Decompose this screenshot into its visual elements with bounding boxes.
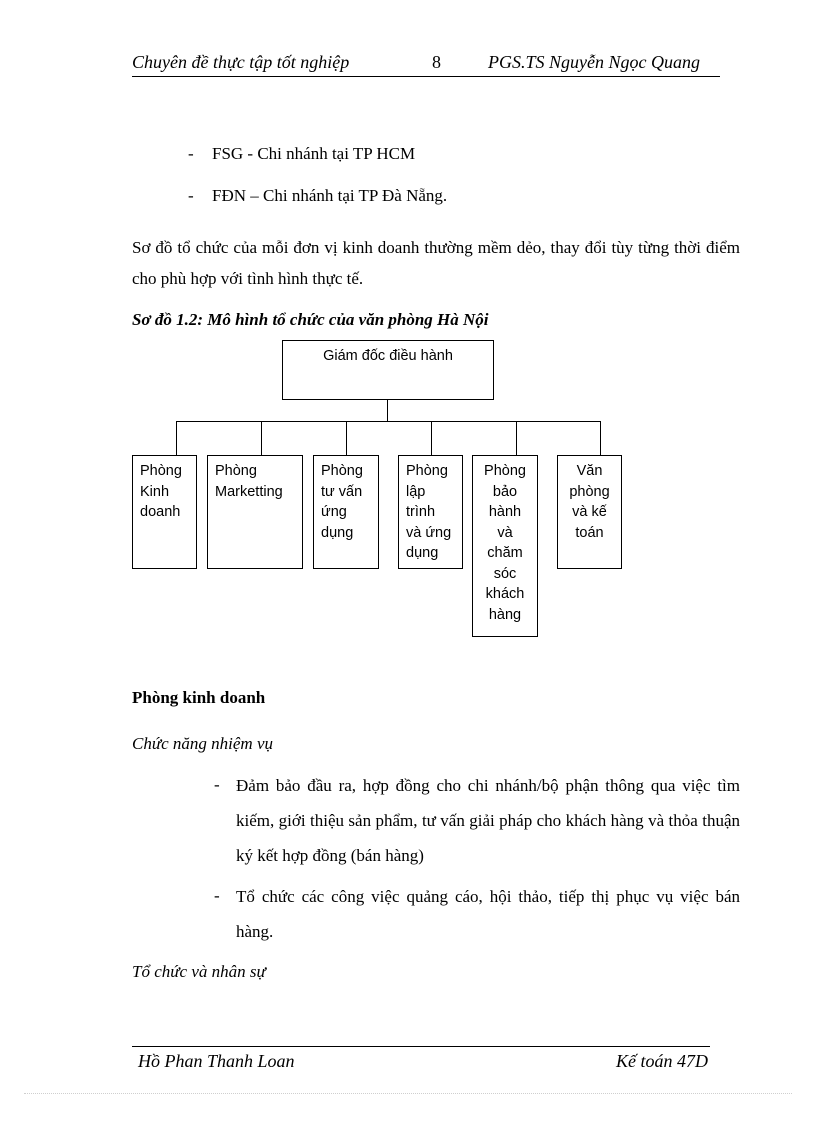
connector-line — [387, 400, 388, 422]
footer-class: Kế toán 47D — [616, 1051, 708, 1071]
connector-line — [516, 421, 517, 456]
page-header — [132, 52, 720, 77]
branch-item: - FSG - Chi nhánh tại TP HCM — [188, 144, 416, 163]
header-supervisor: PGS.TS Nguyễn Ngọc Quang — [488, 52, 700, 72]
page-footer — [132, 1046, 710, 1075]
page-number: 8 — [432, 52, 441, 72]
dept-box-tu-van: Phòng tư vấn ứng dụng — [313, 455, 379, 569]
page-break-line — [24, 1093, 792, 1094]
dept-box-bao-hanh: Phòng bảo hành và chăm sóc khách hàng — [472, 455, 538, 637]
connector-line — [431, 421, 432, 456]
chart-root-box: Giám đốc điều hành — [282, 340, 494, 400]
connector-line — [261, 421, 262, 456]
section-heading: Phòng kinh doanh — [132, 688, 266, 707]
intro-paragraph: Sơ đồ tổ chức của mỗi đơn vị kinh doanh thường mềm dẻo, thay đổi tùy từng thời điểm cho phù hợp với tình hình thực tế. — [132, 238, 740, 288]
branch-item: - FĐN – Chi nhánh tại TP Đà Nẵng. — [188, 186, 448, 205]
footer-author: Hồ Phan Thanh Loan — [138, 1051, 295, 1071]
list-item: Đảm bảo đầu ra, hợp đồng cho chi nhánh/bộ phận thông qua việc tìm kiếm, giới thiệu sản phẩm, tư vấn giải pháp cho khách hàng và thỏa thuận ký kết hợp đồng (bán hàng) — [236, 776, 740, 865]
list-dash: - — [214, 886, 220, 905]
connector-line — [346, 421, 347, 456]
connector-line — [176, 421, 177, 456]
header-title: Chuyên đề thực tập tốt nghiệp — [132, 52, 350, 72]
subheading-functions: Chức năng nhiệm vụ — [132, 734, 273, 753]
dept-box-lap-trinh: Phòng lập trình và ứng dụng — [398, 455, 463, 569]
subheading-organization: Tổ chức và nhân sự — [132, 962, 266, 981]
list-dash: - — [214, 775, 220, 794]
dept-box-marketting: Phòng Marketting — [207, 455, 303, 569]
list-item: Tổ chức các công việc quảng cáo, hội thảo, tiếp thị phục vụ việc bán hàng. — [236, 887, 740, 941]
connector-line — [176, 421, 601, 422]
dept-box-van-phong: Văn phòng và kế toán — [557, 455, 622, 569]
chart-caption: Sơ đồ 1.2: Mô hình tổ chức của văn phòng Hà Nội — [132, 310, 489, 329]
connector-line — [600, 421, 601, 456]
dept-box-kinh-doanh: Phòng Kinh doanh — [132, 455, 197, 569]
